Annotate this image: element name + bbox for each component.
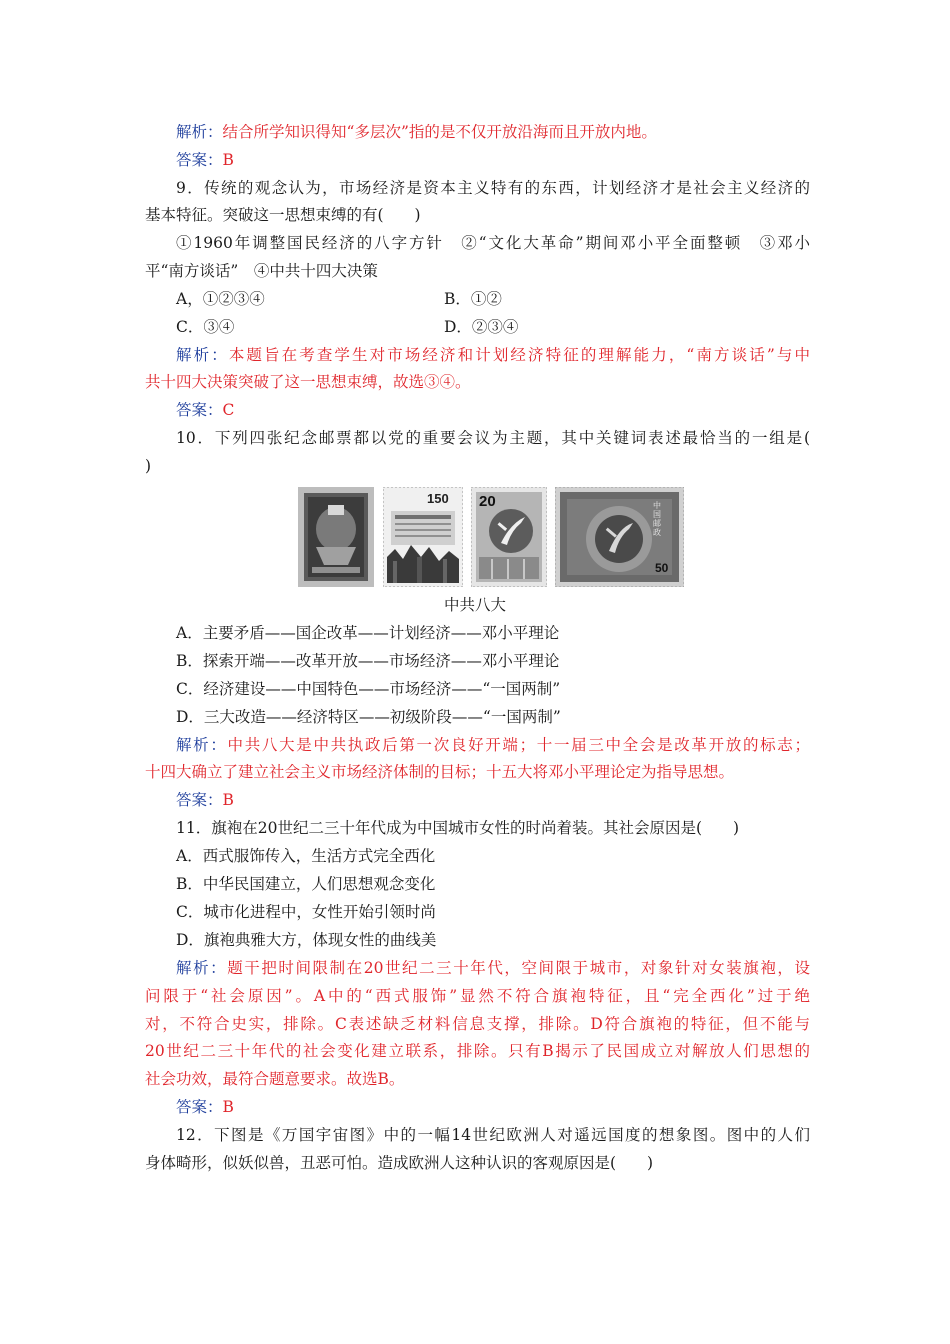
answer-label: 答案： [176, 401, 223, 419]
stamp-3-value: 20 [479, 493, 496, 510]
q12-stem-line1: 12．下图是《万国宇宙图》中的一幅14世纪欧洲人对遥远国度的想象图。图中的人们 [176, 1126, 810, 1144]
q9-option-b: B．①② [444, 290, 502, 308]
q9-stem-line2: 基本特征。突破这一思想束缚的有( ) [145, 206, 421, 224]
q11-option-c: C．城市化进程中，女性开始引领时尚 [176, 903, 436, 921]
analysis-label: 解析： [176, 959, 228, 977]
q11-analysis-line4: 20世纪二三十年代的社会变化建立联系，排除。只有B揭示了民国成立对解放人们思想的 [145, 1042, 810, 1060]
q10-stem-line2: ) [145, 457, 152, 475]
analysis-label: 解析： [176, 123, 223, 141]
q9-items-line2: 平“南方谈话” ④中共十四大决策 [145, 262, 378, 280]
q9-analysis-line2: 共十四大决策突破了这一思想束缚，故选③④。 [145, 373, 471, 391]
q8-answer [176, 150, 810, 170]
q9-option-c: C．③④ [176, 318, 235, 336]
q9-option-a: A，①②③④ [176, 290, 265, 308]
analysis-text: 题干把时间限制在20世纪二三十年代，空间限于城市，对象针对女装旗袍，设 [227, 959, 810, 977]
q11-option-a: A．西式服饰传入，生活方式完全西化 [176, 847, 436, 865]
q11-option-b: B．中华民国建立，人们思想观念变化 [176, 875, 436, 893]
q11-analysis-line1 [176, 958, 810, 978]
q10-analysis-line2: 十四大确立了建立社会主义市场经济体制的目标；十五大将邓小平理论定为指导思想。 [145, 763, 735, 781]
stamp-2-image [383, 487, 463, 587]
q10-option-a: A．主要矛盾——国企改革——计划经济——邓小平理论 [176, 624, 560, 642]
analysis-label: 解析： [176, 736, 228, 754]
answer-value: C [222, 401, 235, 419]
stamp-4-mark: 中国邮政 [653, 501, 661, 537]
q11-analysis-line2: 问限于“社会原因”。A中的“西式服饰”显然不符合旗袍特征，且“完全西化”过于绝 [145, 987, 810, 1005]
q10-stem-line1: 10．下列四张纪念邮票都以党的重要会议为主题，其中关键词表述最恰当的一组是( [176, 429, 810, 447]
answer-value: B [222, 151, 234, 169]
q8-analysis [176, 122, 810, 142]
answer-value: B [222, 1098, 234, 1116]
q9-answer [176, 400, 810, 420]
q11-answer [176, 1097, 810, 1117]
q12-stem-line2: 身体畸形，似妖似兽，丑恶可怕。造成欧洲人这种认识的客观原因是( ) [145, 1154, 654, 1172]
q10-option-c: C．经济建设——中国特色——市场经济——“一国两制” [176, 680, 561, 698]
figure-caption: 中共八大 [443, 596, 506, 614]
q11-stem: 11．旗袍在20世纪二三十年代成为中国城市女性的时尚着装。其社会原因是( ) [176, 819, 740, 837]
q10-analysis-line1 [176, 735, 810, 755]
q10-option-b: B．探索开端——改革开放——市场经济——邓小平理论 [176, 652, 560, 670]
analysis-text: 中共八大是中共执政后第一次良好开端；十一届三中全会是改革开放的标志； [227, 736, 810, 754]
q9-stem-line1: 9．传统的观念认为，市场经济是资本主义特有的东西，计划经济才是社会主义经济的 [176, 179, 810, 197]
analysis-text: 结合所学知识得知“多层次”指的是不仅开放沿海而且开放内地。 [222, 123, 657, 141]
q11-analysis-line3: 对，不符合史实，排除。C表述缺乏材料信息支撑，排除。D符合旗袍的特征，但不能与 [145, 1015, 810, 1033]
analysis-label: 解析： [176, 346, 229, 364]
stamp-3-image [471, 487, 547, 587]
answer-label: 答案： [176, 151, 223, 169]
q11-analysis-line5: 社会功效，最符合题意要求。故选B。 [145, 1070, 405, 1088]
analysis-text: 本题旨在考查学生对市场经济和计划经济特征的理解能力，“南方谈话”与中 [228, 346, 810, 364]
q10-answer [176, 790, 810, 810]
q9-analysis-line1 [176, 345, 810, 365]
answer-value: B [222, 791, 234, 809]
answer-label: 答案： [176, 791, 223, 809]
q9-option-d: D．②③④ [444, 318, 519, 336]
q10-option-d: D．三大改造——经济特区——初级阶段——“一国两制” [176, 708, 561, 726]
stamp-1-image [298, 487, 374, 587]
stamp-4-image [555, 487, 684, 587]
stamp-2-value: 150 [427, 491, 449, 506]
q11-option-d: D．旗袍典雅大方，体现女性的曲线美 [176, 931, 437, 949]
stamp-4-value: 50 [655, 561, 669, 575]
q9-items-line1: ①1960年调整国民经济的八字方针 ②“文化大革命”期间邓小平全面整顿 ③邓小 [176, 234, 810, 252]
answer-label: 答案： [176, 1098, 223, 1116]
